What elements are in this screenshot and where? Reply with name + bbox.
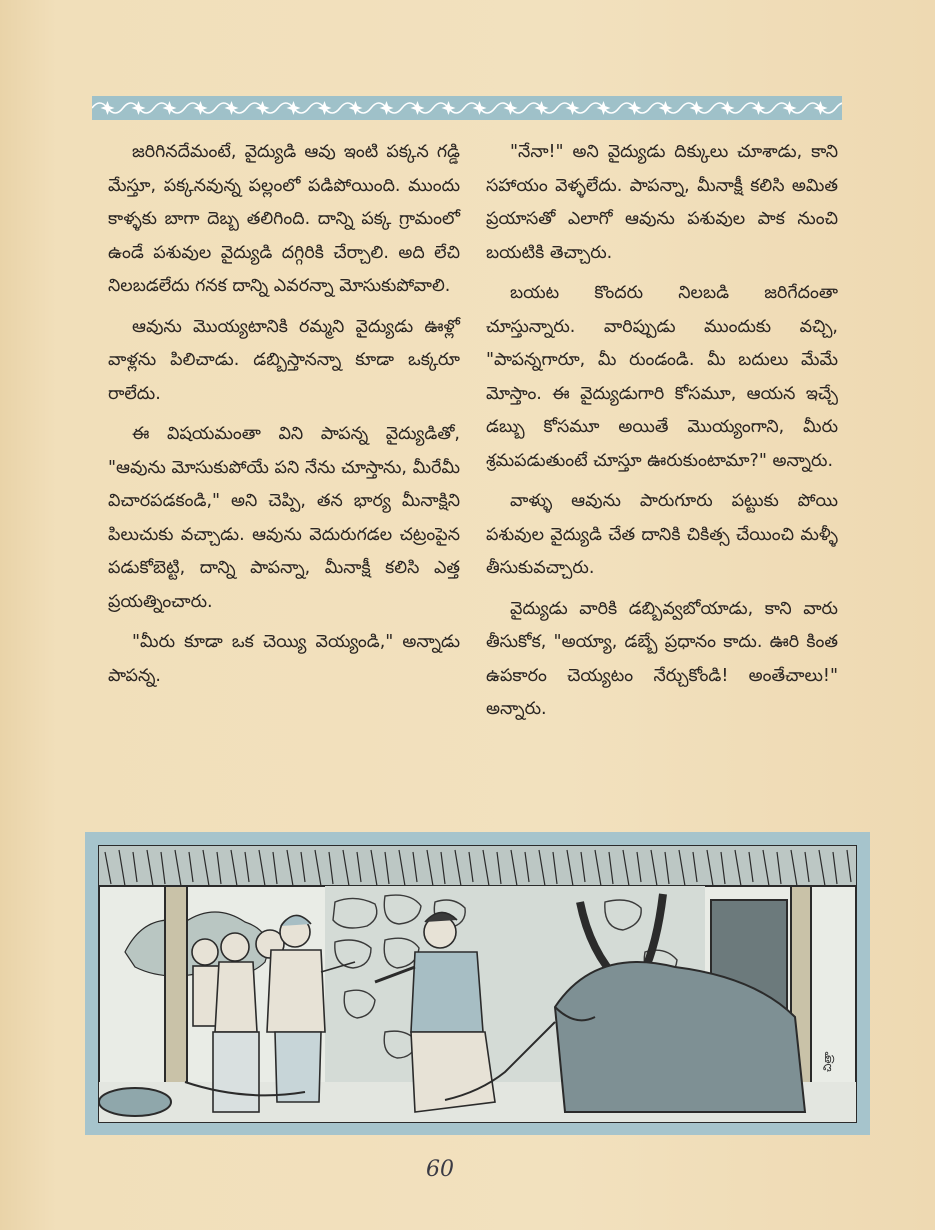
paragraph: బయట కొందరు నిలబడి జరిగేదంతా చూస్తున్నారు. వారిప్పుడు ముందుకు వచ్చి, "పాపన్నగారూ, మీ రుండండి. మీ బదులు మేమే మోస్తాం. ఈ వైద్యుడుగారి కోసమూ, ఆయన ఇచ్చే డబ్బు కోసమూ అయితే మొయ్యంగాని, మీరు శ్రమపడుతుంటే చూస్తూ ఊరుకుంటామా?" అన్నారు.	[486, 283, 838, 471]
page-number: 60	[426, 1157, 454, 1182]
thatched-roof	[99, 846, 856, 886]
text-column-right	[486, 136, 838, 734]
water-pot	[99, 1088, 171, 1116]
decorative-border	[92, 96, 842, 120]
paragraph: "మీరు కూడా ఒక చెయ్యి వెయ్యండి," అన్నాడు పాపన్న.	[108, 632, 460, 686]
story-illustration	[85, 832, 870, 1135]
artist-signature: చిత్రా	[821, 1051, 834, 1072]
paragraph: "నేనా!" అని వైద్యుడు దిక్కులు చూశాడు, కాని సహాయం వెళ్ళలేదు. పాపన్నా, మీనాక్షీ కలిసి అమిత ప్రయాసతో ఎలాగో ఆవును పశువుల పాక నుంచి బయటికి తెచ్చారు.	[486, 142, 838, 263]
illustration-drawing	[85, 832, 870, 1135]
paragraph: వైద్యుడు వారికి డబ్బివ్వబోయాడు, కాని వారు తీసుకోక, "అయ్యా, డబ్బే ప్రధానం కాదు. ఊరి కింత ఉపకారం చెయ్యటం నేర్చుకోండి! అంతేచాలు!" అన్నారు.	[486, 598, 838, 719]
paragraph: ఆవును మొయ్యటానికి రమ్మని వైద్యుడు ఊళ్లో వాళ్లను పిలిచాడు. డబ్బిస్తానన్నా కూడా ఒక్కరూ రాలేదు.	[108, 316, 460, 404]
paragraph: వాళ్ళు ఆవును పారుగూరు పట్టుకు పోయి పశువుల వైద్యుడి చేత దానికి చికిత్స చేయించి మళ్ళీ తీసుకువచ్చారు.	[486, 491, 838, 578]
paragraph: జరిగినదేమంటే, వైద్యుడి ఆవు ఇంటి పక్కన గడ్డి మేస్తూ, పక్కనవున్న పల్లంలో పడిపోయింది. ముందు కాళ్ళకు బాగా దెబ్బ తలిగింది. దాన్ని పక్క గ్రామంలో ఉండే పశువుల వైద్యుడి దగ్గిరికి చేర్చాలి. అది లేచి నిలబడలేదు గనక దాన్ని ఎవరన్నా మోసుకుపోవాలి.	[108, 142, 460, 296]
text-column-left	[108, 136, 460, 700]
paragraph: ఈ విషయమంతా విని పాపన్న వైద్యుడితో, "ఆవును మోసుకుపోయే పని నేను చూస్తాను, మీరేమీ విచారపడకండి," అని చెప్పి, తన భార్య మీనాక్షిని పిలుచుకు వచ్చాడు. ఆవును వెదురుగడల చట్రంపైన పడుకోబెట్టి, దాన్ని పాపన్నా, మీనాక్షీ కలిసి ఎత్త ప్రయత్నించారు.	[108, 424, 460, 612]
decorative-border-pattern	[92, 96, 842, 120]
